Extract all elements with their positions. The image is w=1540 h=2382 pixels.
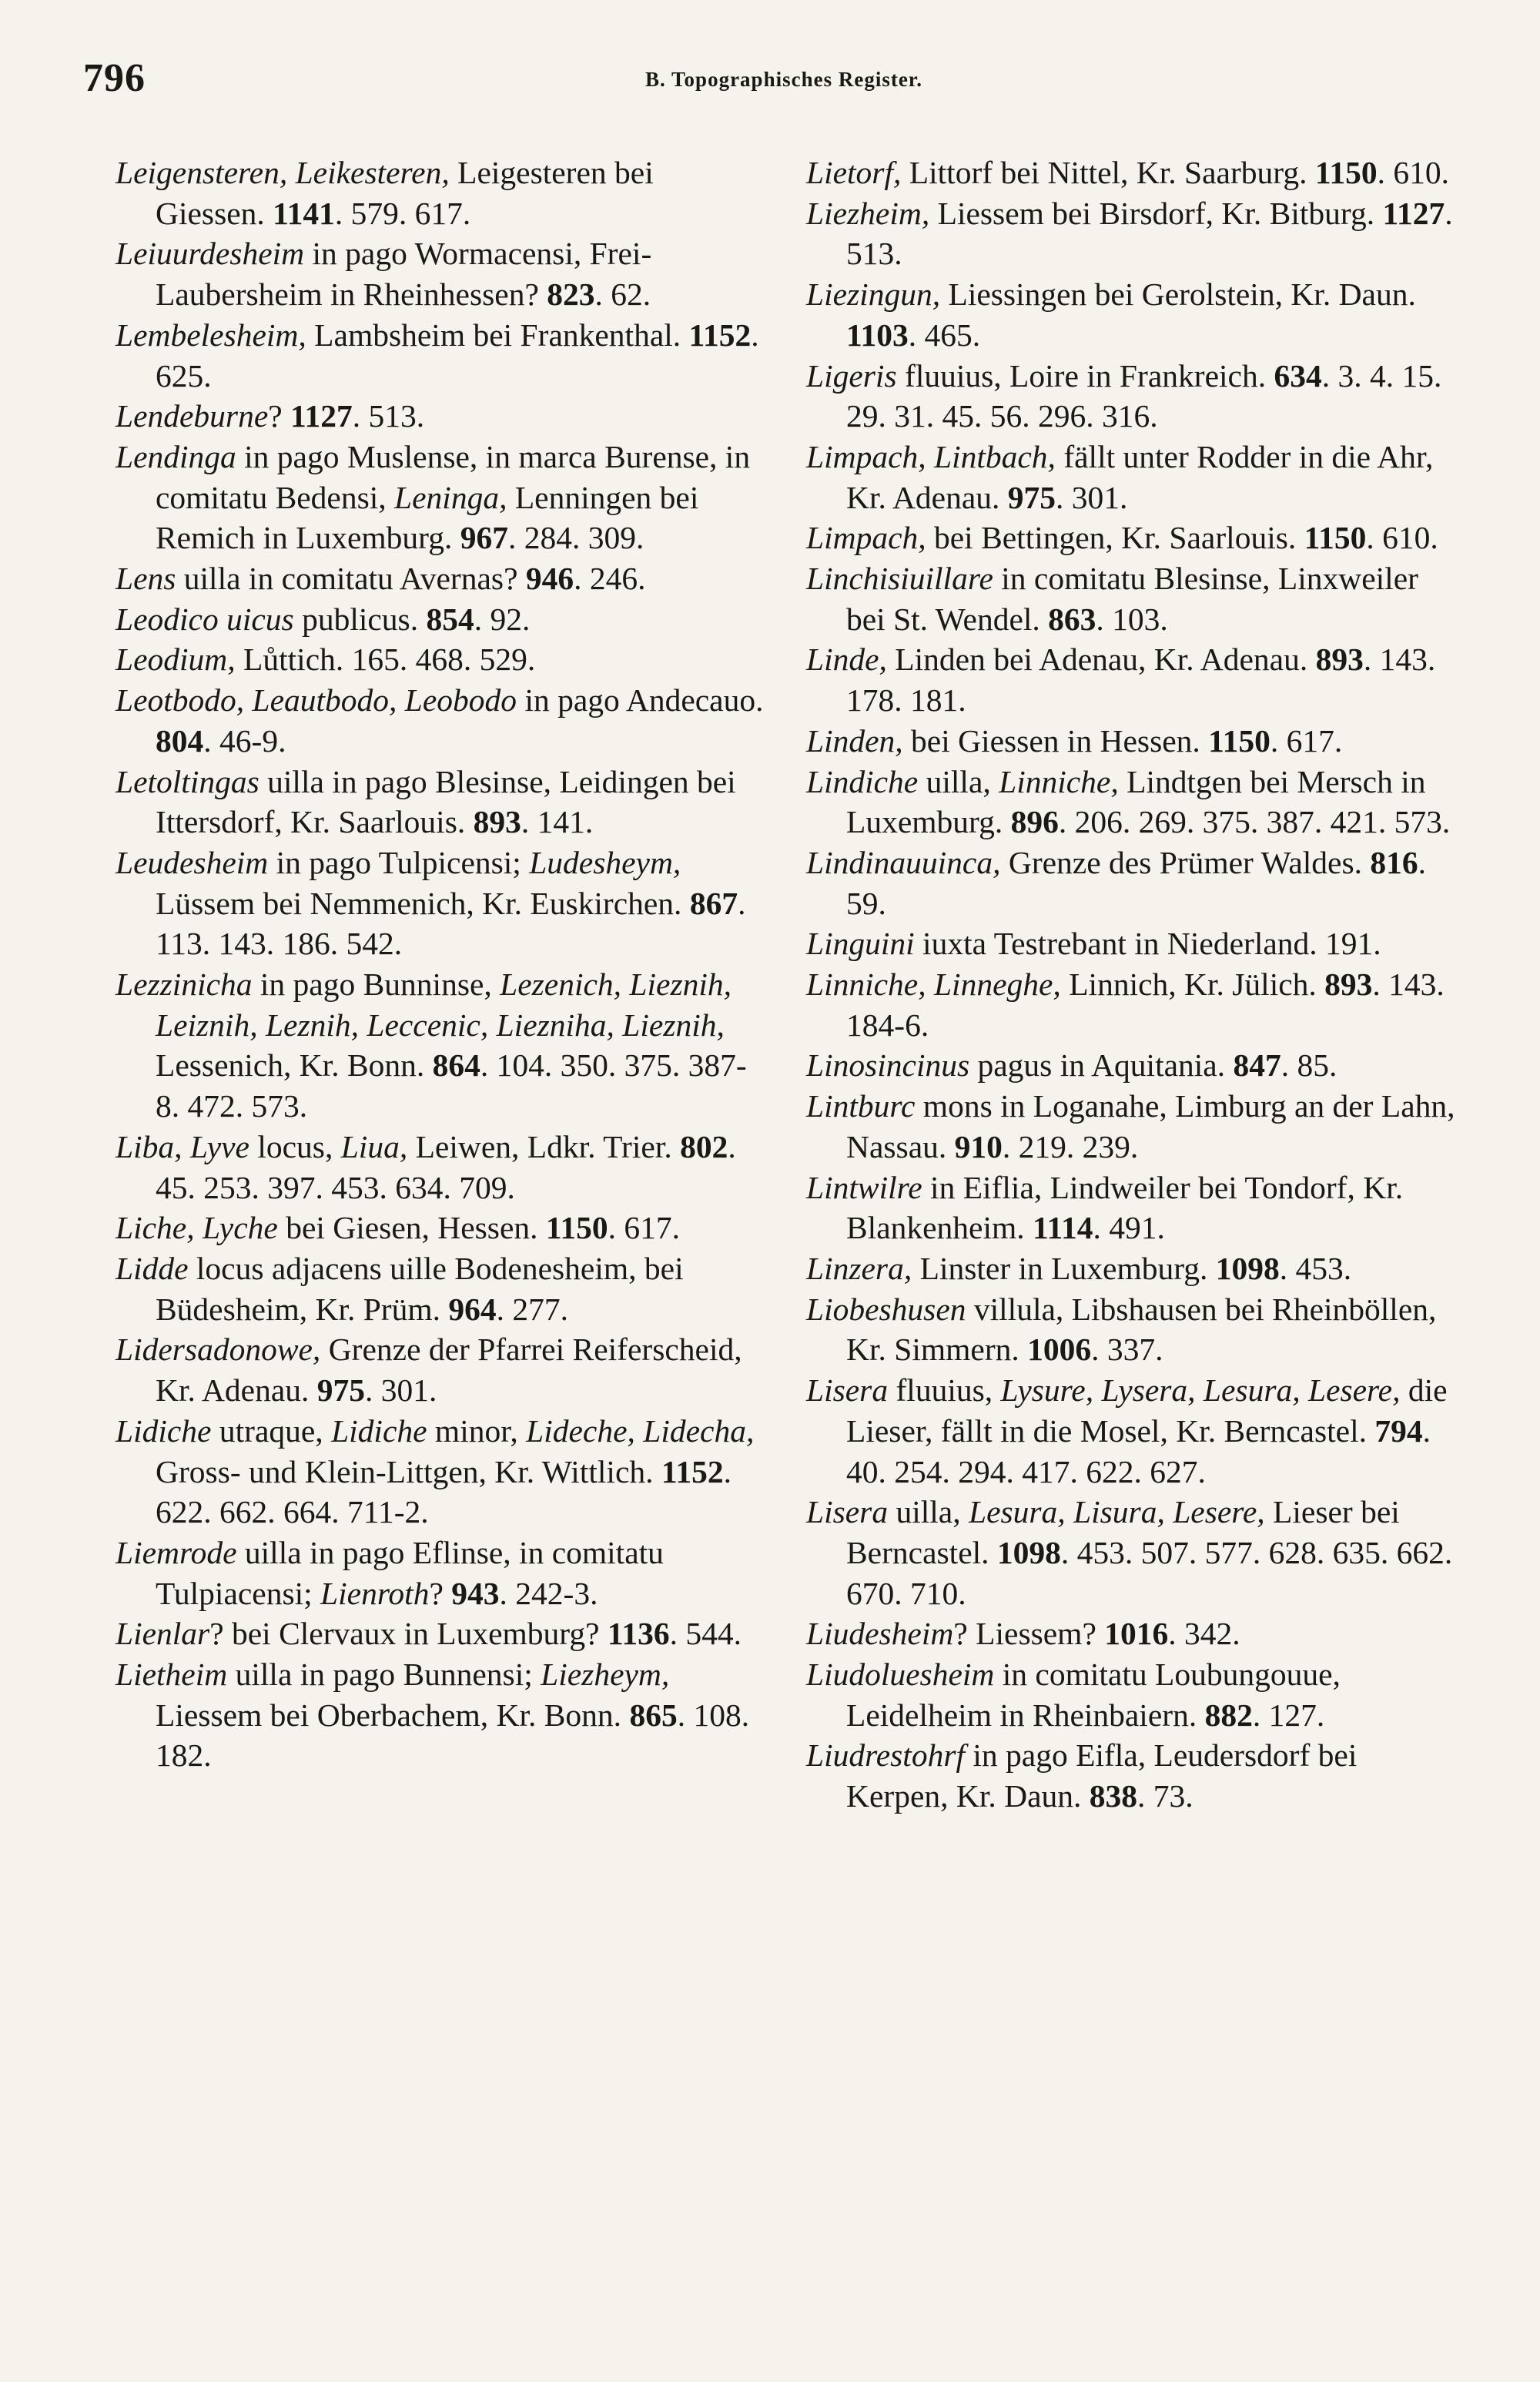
entry-text: . 113. 143. 186. 542. bbox=[156, 885, 746, 962]
entry-headword: Lendeburne bbox=[116, 398, 269, 434]
entry-year: 1141 bbox=[273, 195, 335, 231]
entry-text: in pago Wormacensi, Frei-Laubersheim in Rheinhessen? bbox=[156, 236, 652, 313]
entry-text: . 337. bbox=[1091, 1332, 1163, 1368]
entry-text: bei Bettingen, Kr. Saarlouis. bbox=[926, 520, 1304, 556]
entry-headword: Linguini bbox=[806, 926, 915, 962]
entry-text: Liessem bei Oberbachem, Kr. Bonn. bbox=[156, 1697, 630, 1733]
entry-text: Grenze der Pfarrei Reiferscheid, Kr. Adenau. bbox=[156, 1332, 742, 1409]
entry-headword: Linniche, bbox=[999, 763, 1119, 799]
entry-year: 882 bbox=[1204, 1697, 1253, 1733]
entry-text: fluuius, Loire in Frankreich. bbox=[896, 357, 1274, 394]
entry-text: . 62. bbox=[594, 276, 651, 313]
entry-headword: Lidiche bbox=[116, 1412, 212, 1449]
entry-headword: Ligeris bbox=[806, 357, 897, 394]
entry-headword: Lezenich, Lieznih, Leiznih, Leznih, Leccenic, Liezniha, Lieznih, bbox=[156, 967, 732, 1043]
entry-text: uilla in pago Eflinse, in comitatu Tulpiacensi; bbox=[156, 1534, 664, 1611]
index-entry-leudesheim bbox=[116, 843, 766, 964]
entry-text: publicus. bbox=[293, 601, 427, 637]
entry-headword: Lietheim bbox=[116, 1657, 228, 1693]
entry-headword: Liudoluesheim bbox=[806, 1657, 995, 1693]
entry-text: locus, bbox=[249, 1128, 341, 1164]
index-entry-leodium bbox=[116, 639, 766, 680]
entry-year: 943 bbox=[451, 1575, 500, 1611]
index-entry-linniche bbox=[806, 964, 1457, 1045]
running-title: B. Topographisches Register. bbox=[645, 68, 923, 91]
entry-headword: Leodico uicus bbox=[116, 601, 294, 637]
entry-headword: Leotbodo, Leautbodo, Leobodo bbox=[116, 682, 517, 719]
entry-text: in pago Bunninse, bbox=[252, 967, 500, 1003]
entry-text: . 277. bbox=[496, 1291, 569, 1327]
entry-text: Littorf bei Nittel, Kr. Saarburg. bbox=[901, 155, 1315, 190]
entry-text: ? bbox=[268, 398, 291, 434]
index-entry-lisera-uilla bbox=[806, 1492, 1457, 1613]
entry-headword: Lens bbox=[116, 561, 176, 597]
entry-year: 1150 bbox=[1314, 155, 1378, 190]
entry-text: Linster in Luxemburg. bbox=[912, 1250, 1216, 1286]
entry-text: . 141. bbox=[521, 804, 594, 840]
entry-headword: Liezheym, bbox=[541, 1657, 670, 1693]
entry-headword: Lienlar bbox=[116, 1616, 210, 1652]
entry-year: 1152 bbox=[688, 317, 752, 353]
entry-year: 1016 bbox=[1104, 1616, 1169, 1652]
entry-year: 838 bbox=[1089, 1778, 1138, 1814]
entry-year: 634 bbox=[1274, 357, 1322, 394]
entry-text: Lessenich, Kr. Bonn. bbox=[156, 1047, 433, 1084]
entry-year: 1152 bbox=[661, 1453, 724, 1489]
entry-year: 804 bbox=[156, 722, 204, 759]
entry-text: . 617. bbox=[608, 1210, 680, 1246]
entry-text: . 453. 507. 577. 628. 635. 662. 670. 710. bbox=[846, 1534, 1453, 1611]
entry-headword: Lidersadonowe, bbox=[116, 1332, 321, 1368]
entry-headword: Leodium, bbox=[116, 642, 236, 678]
entry-headword: Liemrode bbox=[116, 1534, 237, 1570]
index-entry-lindinauuinca bbox=[806, 843, 1457, 923]
entry-year: 1136 bbox=[607, 1616, 670, 1652]
entry-text: Liessingen bei Gerolstein, Kr. Daun. bbox=[940, 276, 1416, 313]
entry-headword: Linosincinus bbox=[806, 1047, 970, 1084]
entry-year: 1127 bbox=[1382, 195, 1445, 231]
entry-text: Lindtgen bei Mersch in Luxemburg. bbox=[846, 763, 1426, 840]
entry-text: die Lieser, fällt in die Mosel, Kr. Berncastel. bbox=[846, 1372, 1448, 1449]
entry-year: 975 bbox=[316, 1372, 366, 1409]
entry-text: Lambsheim bei Frankenthal. bbox=[306, 317, 689, 353]
index-entry-linden bbox=[806, 721, 1457, 762]
index-entry-lietheim bbox=[116, 1654, 766, 1776]
entry-text: locus adjacens uille Bodenesheim, bei Büdesheim, Kr. Prüm. bbox=[156, 1250, 684, 1327]
index-entry-leotbodo bbox=[116, 680, 766, 761]
entry-text: . 491. bbox=[1093, 1210, 1165, 1246]
index-entry-leodico bbox=[116, 599, 766, 640]
entry-text: uilla in comitatu Avernas? bbox=[176, 561, 526, 597]
entry-text: Lenningen bei Remich in Luxemburg. bbox=[156, 479, 699, 556]
entry-text: . 301. bbox=[365, 1372, 437, 1409]
entry-headword: Limpach, Lintbach, bbox=[806, 438, 1056, 474]
entry-year: 893 bbox=[1324, 967, 1373, 1003]
entry-text: . 579. 617. bbox=[334, 195, 471, 231]
entry-text: in pago Tulpicensi; bbox=[268, 844, 530, 880]
entry-headword: Linde, bbox=[806, 642, 887, 678]
index-entry-linzera bbox=[806, 1248, 1457, 1289]
index-entry-liudoluesheim bbox=[806, 1654, 1457, 1735]
entry-year: 893 bbox=[1315, 642, 1364, 678]
entry-text: . 108. 182. bbox=[156, 1697, 750, 1774]
entry-text: uilla, bbox=[888, 1494, 969, 1530]
entry-year: 893 bbox=[473, 804, 521, 840]
index-entry-lezzinicha bbox=[116, 964, 766, 1127]
entry-year: 823 bbox=[547, 276, 595, 313]
entry-text: in Eiflia, Lindweiler bei Tondorf, Kr. Blankenheim. bbox=[846, 1169, 1404, 1246]
entry-headword: Liua, bbox=[340, 1128, 408, 1164]
index-entry-lintwilre bbox=[806, 1168, 1457, 1248]
entry-text: . 206. 269. 375. 387. 421. 573. bbox=[1058, 804, 1451, 840]
entry-text: . 342. bbox=[1168, 1616, 1240, 1652]
entry-text: . 92. bbox=[474, 601, 531, 637]
entry-headword: Lienroth bbox=[320, 1575, 430, 1611]
entry-text: ? Liessem? bbox=[953, 1616, 1105, 1652]
entry-text: . 246. bbox=[574, 561, 646, 597]
entry-text: minor, bbox=[427, 1412, 527, 1449]
entry-headword: Lindiche bbox=[806, 763, 919, 799]
entry-text: Linnich, Kr. Jülich. bbox=[1060, 967, 1325, 1003]
entry-year: 1103 bbox=[846, 317, 909, 353]
index-entry-lidde bbox=[116, 1248, 766, 1329]
entry-text: . 103. bbox=[1096, 601, 1168, 637]
entry-year: 910 bbox=[954, 1128, 1003, 1164]
entry-headword: Leninga, bbox=[394, 479, 507, 515]
index-entry-limpach-lintbach bbox=[806, 437, 1457, 518]
entry-headword: Liche, Lyche bbox=[116, 1210, 278, 1246]
entry-text: bei Giessen in Hessen. bbox=[902, 722, 1209, 759]
entry-text: in pago Muslense, in marca Burense, in comitatu Bedensi, bbox=[156, 438, 751, 515]
entry-text: Lüssem bei Nemmenich, Kr. Euskirchen. bbox=[156, 885, 690, 921]
entry-text: . 127. bbox=[1252, 1697, 1325, 1733]
entry-year: 1114 bbox=[1033, 1210, 1093, 1246]
index-entry-liudesheim bbox=[806, 1613, 1457, 1654]
entry-headword: Lindinauuinca, bbox=[806, 844, 1001, 880]
entry-headword: Linniche, Linneghe, bbox=[806, 967, 1061, 1003]
entry-year: 1127 bbox=[290, 398, 353, 434]
entry-year: 946 bbox=[525, 561, 574, 597]
index-entry-lens bbox=[116, 558, 766, 599]
entry-headword: Lintburc bbox=[806, 1088, 916, 1124]
entry-headword: Liudrestohrf bbox=[806, 1737, 966, 1774]
entry-text: . 513. bbox=[846, 195, 1453, 272]
entry-text: iuxta Testrebant in Niederland. 191. bbox=[914, 926, 1381, 962]
entry-text: pagus in Aquitania. bbox=[969, 1047, 1234, 1084]
entry-text: ? bbox=[429, 1575, 452, 1611]
index-entry-linchisiuillare bbox=[806, 558, 1457, 639]
entry-text: fluuius, bbox=[888, 1372, 1001, 1409]
entry-headword: Liezheim, bbox=[806, 195, 930, 231]
entry-text: bei Giesen, Hessen. bbox=[277, 1210, 546, 1246]
entry-year: 975 bbox=[1007, 479, 1056, 515]
entry-text: . 284. 309. bbox=[507, 520, 644, 556]
entry-text: . 104. 350. 375. 387-8. 472. 573. bbox=[156, 1047, 747, 1124]
entry-year: 1150 bbox=[1208, 722, 1270, 759]
entry-headword: Limpach, bbox=[806, 520, 926, 556]
entry-text: in comitatu Blesinse, Linxweiler bei St. Wendel. bbox=[846, 561, 1418, 637]
entry-headword: Lietorf, bbox=[806, 155, 902, 190]
entry-year: 1006 bbox=[1027, 1332, 1092, 1368]
entry-year: 794 bbox=[1374, 1412, 1423, 1449]
index-entry-lendeburne bbox=[116, 396, 766, 437]
index-entry-lintburc bbox=[806, 1086, 1457, 1167]
entry-text: . 73. bbox=[1137, 1778, 1194, 1814]
index-entry-liche bbox=[116, 1208, 766, 1248]
index-entry-liobeshusen bbox=[806, 1289, 1457, 1370]
entry-headword: Lezzinicha bbox=[116, 967, 253, 1003]
entry-headword: Lisera bbox=[806, 1372, 889, 1409]
index-entry-lietorf bbox=[806, 152, 1457, 193]
entry-text: . 242-3. bbox=[499, 1575, 598, 1611]
entry-year: 1098 bbox=[1215, 1250, 1280, 1286]
index-entry-linguini bbox=[806, 923, 1457, 964]
index-entry-lidersadonowe bbox=[116, 1329, 766, 1410]
entry-year: 964 bbox=[448, 1291, 497, 1327]
entry-text: . 465. bbox=[908, 317, 981, 353]
entry-text: . 544. bbox=[669, 1616, 742, 1652]
entry-text: ? bei Clervaux in Luxemburg? bbox=[209, 1616, 608, 1652]
entry-headword: Linden, bbox=[806, 722, 903, 759]
index-entry-lendinga bbox=[116, 437, 766, 558]
index-entry-lindiche bbox=[806, 762, 1457, 843]
entry-text: Liessem bei Birsdorf, Kr. Bitburg. bbox=[929, 195, 1383, 231]
entry-year: 816 bbox=[1370, 844, 1418, 880]
index-entry-liezingun bbox=[806, 274, 1457, 355]
index-entry-leiuurdesheim bbox=[116, 233, 766, 314]
entry-headword: Liezingun, bbox=[806, 276, 941, 313]
entry-headword: Linzera, bbox=[806, 1250, 912, 1286]
entry-year: 1150 bbox=[1304, 520, 1367, 556]
entry-year: 865 bbox=[629, 1697, 678, 1733]
entry-headword: Lintwilre bbox=[806, 1169, 922, 1205]
index-entry-lisera-fluuius bbox=[806, 1370, 1457, 1492]
entry-text: . 3. 4. 15. 29. 31. 45. 56. 296. 316. bbox=[846, 357, 1442, 434]
entry-year: 854 bbox=[426, 601, 474, 637]
index-entry-liudrestohrf bbox=[806, 1735, 1457, 1816]
entry-year: 1098 bbox=[996, 1534, 1061, 1570]
index-entry-liba bbox=[116, 1127, 766, 1208]
index-entry-letoltingas bbox=[116, 762, 766, 843]
entry-text: . 453. bbox=[1279, 1250, 1352, 1286]
entry-text: . 625. bbox=[156, 317, 759, 394]
entry-year: 864 bbox=[432, 1047, 480, 1084]
index-entry-lembelesheim bbox=[116, 315, 766, 396]
right-column bbox=[806, 152, 1457, 1817]
entry-year: 896 bbox=[1010, 804, 1059, 840]
entry-text: Lieser bei Berncastel. bbox=[846, 1494, 1400, 1570]
entry-text: . 143. 178. 181. bbox=[846, 642, 1436, 719]
index-entry-leigensteren bbox=[116, 152, 766, 233]
entry-text: uilla in pago Bunnensi; bbox=[227, 1657, 541, 1693]
index-entry-lidiche bbox=[116, 1411, 766, 1533]
index-entry-lienlar bbox=[116, 1613, 766, 1654]
entry-headword: Liudesheim bbox=[806, 1616, 954, 1652]
entry-text: . 610. bbox=[1366, 520, 1438, 556]
entry-year: 967 bbox=[460, 520, 508, 556]
entry-headword: Leigensteren, Leikesteren, bbox=[116, 155, 450, 190]
index-entry-liezheim bbox=[806, 193, 1457, 274]
entry-text: . 45. 253. 397. 453. 634. 709. bbox=[156, 1128, 736, 1205]
entry-headword: Leiuurdesheim bbox=[116, 236, 305, 272]
entry-text: utraque, bbox=[211, 1412, 332, 1449]
entry-headword: Lisera bbox=[806, 1494, 889, 1530]
entry-headword: Lysure, Lysera, Lesura, Lesere, bbox=[1000, 1372, 1401, 1409]
entry-text: uilla in pago Blesinse, Leidingen bei Ittersdorf, Kr. Saarlouis. bbox=[156, 763, 736, 840]
entry-text: . 513. bbox=[352, 398, 425, 434]
entry-year: 1150 bbox=[545, 1210, 608, 1246]
entry-year: 802 bbox=[680, 1128, 728, 1164]
index-entry-ligeris bbox=[806, 356, 1457, 437]
entry-text: Gross- und Klein-Littgen, Kr. Wittlich. bbox=[156, 1453, 661, 1489]
entry-headword: Letoltingas bbox=[116, 763, 259, 799]
entry-headword: Linchisiuillare bbox=[806, 561, 993, 597]
entry-headword: Lideche, Lidecha, bbox=[526, 1412, 755, 1449]
entry-text: in comitatu Loubungouue, Leidelheim in Rheinbaiern. bbox=[846, 1657, 1341, 1733]
index-entry-linosincinus bbox=[806, 1045, 1457, 1086]
entry-headword: Lidiche bbox=[331, 1412, 427, 1449]
entry-text: fällt unter Rodder in die Ahr, Kr. Adenau. bbox=[846, 438, 1434, 515]
entry-headword: Ludesheym, bbox=[529, 844, 681, 880]
entry-headword: Lembelesheim, bbox=[116, 317, 306, 353]
index-entry-liemrode bbox=[116, 1533, 766, 1613]
entry-text: Linden bei Adenau, Kr. Adenau. bbox=[886, 642, 1316, 678]
entry-year: 863 bbox=[1048, 601, 1096, 637]
entry-year: 847 bbox=[1233, 1047, 1281, 1084]
entry-headword: Lendinga bbox=[116, 438, 236, 474]
entry-text: . 46-9. bbox=[203, 722, 286, 759]
entry-text: . 301. bbox=[1056, 479, 1128, 515]
page-header bbox=[83, 55, 1469, 102]
entry-text: Grenze des Prümer Waldes. bbox=[1000, 844, 1371, 880]
entry-text: mons in Loganahe, Limburg an der Lahn, Nassau. bbox=[846, 1088, 1455, 1164]
entry-headword: Lidde bbox=[116, 1250, 189, 1286]
entry-headword: Lesura, Lisura, Lesere, bbox=[968, 1494, 1265, 1530]
entry-text: Leiwen, Ldkr. Trier. bbox=[407, 1128, 681, 1164]
entry-headword: Liobeshusen bbox=[806, 1291, 966, 1327]
entry-text: . 40. 254. 294. 417. 622. 627. bbox=[846, 1412, 1431, 1489]
entry-text: villula, Libshausen bei Rheinböllen, Kr. Simmern. bbox=[846, 1291, 1437, 1368]
entry-text: . 59. bbox=[846, 844, 1426, 921]
entry-text: in pago Andecauo. bbox=[517, 682, 764, 719]
entry-text: . 610. bbox=[1377, 155, 1449, 190]
entry-headword: Liba, Lyve bbox=[116, 1128, 249, 1164]
entry-text: . 219. 239. bbox=[1002, 1128, 1139, 1164]
index-entry-linde bbox=[806, 639, 1457, 720]
entry-text: . 622. 662. 664. 711-2. bbox=[156, 1453, 732, 1530]
entry-headword: Leudesheim bbox=[116, 844, 269, 880]
left-column bbox=[116, 152, 766, 1776]
page-number: 796 bbox=[83, 56, 146, 100]
entry-text: . 85. bbox=[1281, 1047, 1337, 1084]
index-entry-limpach-bettingen bbox=[806, 518, 1457, 558]
entry-text: . 617. bbox=[1270, 722, 1343, 759]
entry-text: in pago Eifla, Leudersdorf bei Kerpen, Kr. Daun. bbox=[846, 1737, 1358, 1814]
entry-text: . 143. 184-6. bbox=[846, 967, 1445, 1043]
entry-text: uilla, bbox=[918, 763, 999, 799]
entry-text: Lůttich. 165. 468. 529. bbox=[235, 642, 536, 678]
entry-text: Leigesteren bei Giessen. bbox=[156, 155, 654, 231]
entry-year: 867 bbox=[689, 885, 738, 921]
